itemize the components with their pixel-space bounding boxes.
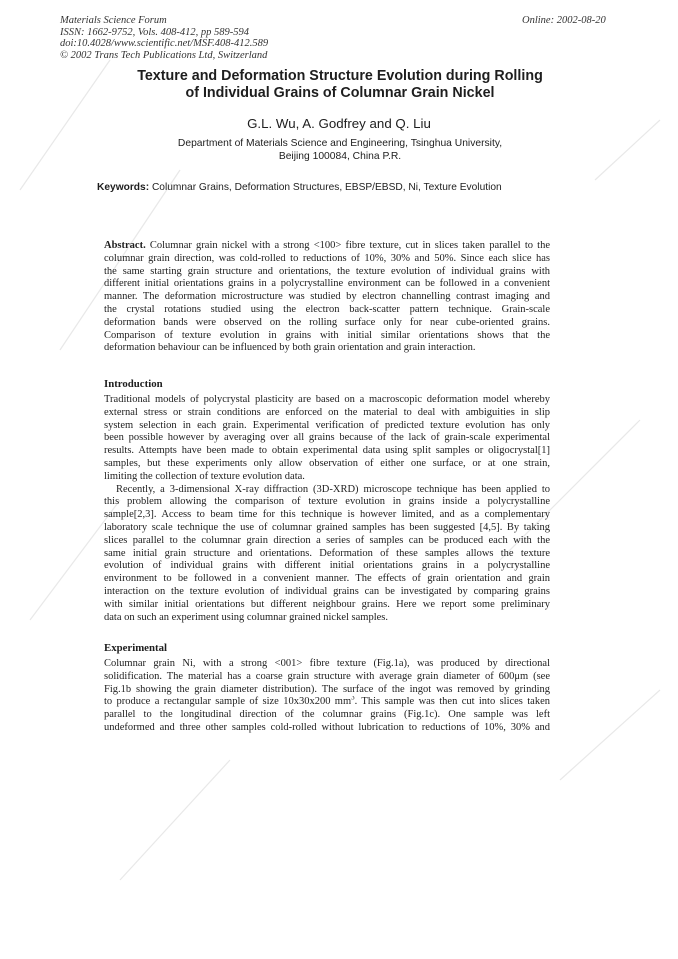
doi-link[interactable]: doi:10.4028/www.scientific.net/MSF.408-412.589 <box>60 38 269 49</box>
intro-line: environment to be followed in a convenient manner. The effects of grain orientation and grain <box>104 573 550 585</box>
intro-line: slices parallel to the columnar grain direction a series of samples can be produced each with the <box>104 534 550 546</box>
keywords-text: Columnar Grains, Deformation Structures, EBSP/EBSD, Ni, Texture Evolution <box>151 182 502 193</box>
intro-line: laboratory scale technique the use of columnar grained samples has been suggested [4,5]. By taking <box>104 521 550 533</box>
intro-line: results. Attempts have been made to obtain experimental data using split samples or oligocrystal[1] <box>104 445 550 457</box>
authors: G.L. Wu, A. Godfrey and Q. Liu <box>247 116 431 131</box>
affiliation-line-2: Beijing 100084, China P.R. <box>278 150 402 162</box>
intro-line: evolution of individual grains with different initial orientations grains in a polycrystalline <box>104 560 550 572</box>
intro-line: sample[2,3]. Access to beam time for this technique is however limited, and as a complementary <box>104 509 550 521</box>
affiliation-line-1: Department of Materials Science and Engineering, Tsinghua University, <box>177 138 503 149</box>
experimental-heading: Experimental <box>104 642 167 654</box>
experimental-line: Columnar grain Ni, with a strong <001> fibre texture (Fig.1a), was produced by directional <box>104 658 550 669</box>
intro-line: with similar initial orientations but different neighbour grains. Here we report some preliminary <box>104 598 550 610</box>
intro-line: limiting the collection of texture evolution data. <box>104 470 305 482</box>
issn-line: ISSN: 1662-9752, Vols. 408-412, pp 589-594 <box>60 26 249 38</box>
paper-title <box>90 68 590 102</box>
journal-name: Materials Science Forum <box>60 15 167 26</box>
abstract-line: deformation bands were observed on the rolling surface only for near cube-oriented grains. <box>104 316 550 328</box>
journal-header <box>60 15 268 61</box>
intro-line: Recently, a 3-dimensional X-ray diffraction (3D-XRD) microscope technique has been applied to <box>116 483 550 495</box>
abstract <box>104 240 550 355</box>
intro-line: system selection in each grain. Experimental verification of predicted texture evolution has only <box>104 419 550 431</box>
experimental-body <box>104 658 550 735</box>
experimental-line: Fig.1b showing the grain diameter distribution). The surface of the ingot was removed by grinding <box>104 683 550 695</box>
experimental-line: solidification. The material has a coarse grain structure with average grain diameter of 600μm (see <box>104 670 550 682</box>
intro-line: this problem allowing the comparison of texture evolution in grains inside a polycrystalline <box>104 496 550 508</box>
abstract-line: columnar grain direction, was cold-rolled to reductions of 10%, 30% and 50%. Since each slice has <box>104 252 550 264</box>
experimental-line: to produce a rectangular sample of size 10x30x200 $mm^3$. This sample was then cut into slices taken <box>104 696 550 708</box>
intro-line: Traditional models of polycrystal plasticity are based on a macroscopic deformation model whereby <box>104 394 550 405</box>
title-line-1: Texture and Deformation Structure Evolution during Rolling <box>137 68 543 84</box>
introduction-heading: Introduction <box>104 378 163 390</box>
experimental-line: parallel to the longitudinal direction of the columnar grains (Fig.1c). One sample was left <box>104 709 550 721</box>
abstract-line: manner. The deformation microstructure was studied by electron channelling contrast imaging and <box>104 291 550 303</box>
abstract-line: different initial orientations grains in a polycrystalline environment can be followed in a convenient <box>104 278 550 290</box>
intro-line: same initial grain structure and orientations. Deformation of these samples allows the texture <box>104 547 550 559</box>
abstract-line: deformation behaviour can be influenced by both grain orientation and grain interaction. <box>104 342 476 354</box>
abstract-line: the same starting grain structure and orientations, the texture evolution of individual grains with <box>104 265 550 277</box>
abstract-line: Comparison of texture evolution in grains with initial similar orientations shows that the <box>104 329 550 341</box>
affiliation <box>90 138 590 163</box>
title-line-2: of Individual Grains of Columnar Grain Nickel <box>185 85 495 101</box>
introduction-body <box>104 394 550 624</box>
intro-line: been possible however by averaging over all grains because of the lack of grain-scale experimental <box>104 432 550 444</box>
abstract-line: the crystal rotations studied using the electron back-scatter pattern technique. Grain-scale <box>104 303 550 315</box>
experimental-line: undeformed and three other samples cold-rolled without lubrication to reductions of 10%, 30% and <box>104 721 550 733</box>
abstract-label: Abstract. <box>104 240 146 251</box>
intro-line: data on such an experiment using columnar grained nickel samples. <box>104 611 388 623</box>
abstract-line: Abstract. Columnar grain nickel with a strong <100> fibre texture, cut in slices taken parallel to the <box>104 240 550 251</box>
intro-line: samples, but these experiments only allow observation of either one surface, or at one strain, <box>104 457 550 469</box>
keywords-label: Keywords: <box>97 182 150 193</box>
intro-line: external stress or strain conditions are enforced on the material to deal with ambiguities in slip <box>104 406 550 418</box>
online-date: Online: 2002-08-20 <box>522 15 606 26</box>
keywords <box>97 182 502 193</box>
intro-line: interaction on the texture evolution of individual grains can be investigated by comparing grains <box>104 585 550 597</box>
copyright-line: © 2002 Trans Tech Publications Ltd, Switzerland <box>60 49 268 61</box>
